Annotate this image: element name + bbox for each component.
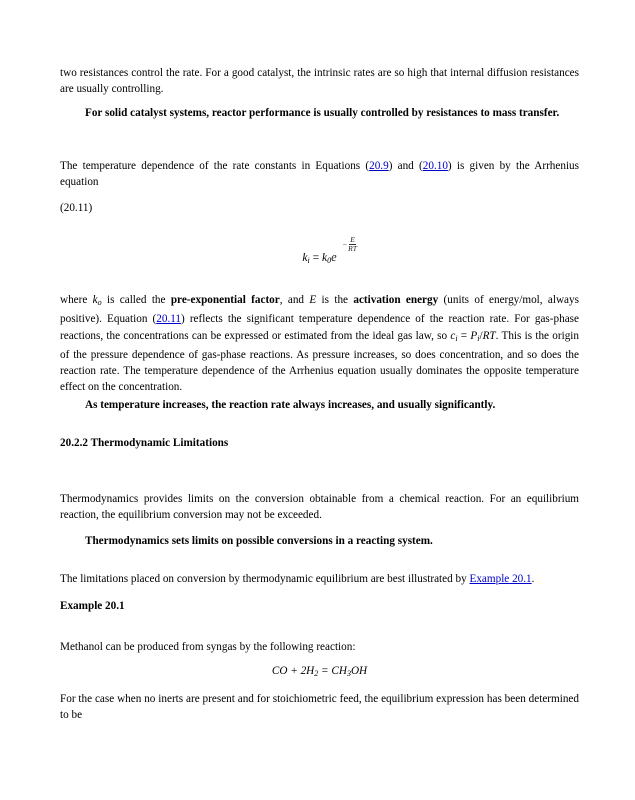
paragraph-thermodynamics: Thermodynamics provides limits on the conversion obtainable from a chemical reaction. For an equilibrium reaction, the equilibrium conversion may not be exceeded. bbox=[60, 493, 579, 521]
paragraph-temperature-dependence: The temperature dependence of the rate constants in Equations (20.9) and (20.10) is given by the Arrhenius equation bbox=[60, 160, 579, 188]
key-point-thermodynamics: Thermodynamics sets limits on possible conversions in a reacting system. bbox=[85, 535, 433, 547]
example-heading: Example 20.1 bbox=[60, 600, 125, 612]
key-point-mass-transfer: For solid catalyst systems, reactor performance is usually controlled by resistances to mass transfer. bbox=[85, 107, 560, 119]
equation-link-20-11[interactable]: 20.11 bbox=[156, 313, 182, 326]
methanol-reaction: CO + $2H_2 = CH_3OH$ bbox=[271, 665, 368, 678]
equation-number: (20.11) bbox=[60, 202, 93, 214]
arrhenius-equation: $k_i = k_0e$ − $\frac{E}{RT}$ bbox=[302, 235, 357, 265]
key-point-temperature: As temperature increases, the reaction rate always increases, and usually significantly. bbox=[85, 399, 496, 411]
equation-link-20-9[interactable]: 20.9 bbox=[369, 160, 389, 172]
paragraph-intro: two resistances control the rate. For a good catalyst, the intrinsic rates are so high that internal diffusion resistances are usually controlling. bbox=[60, 67, 579, 95]
paragraph-equilibrium: For the case when no inerts are present and for stoichiometric feed, the equilibrium expression has been determined to be bbox=[60, 693, 579, 721]
example-link[interactable]: Example 20.1 bbox=[469, 573, 532, 585]
equation-link-20-10[interactable]: 20.10 bbox=[422, 160, 448, 172]
paragraph-arrhenius-terms: where $k_o$ is called the pre-exponential factor, and E is the activation energy (units of energy/mol, always positive). Equation (20.11) reflects the significant temperature dependence of the reaction rate. For gas-phase reactions, the concentrations can be expressed or estimated from the ideal gas law, so $c_i = P_i/RT$. This is the origin of the pressure dependence of gas-phase reactions. As pressure increases, so does concentration, and so does the reaction rate. The temperature dependence of the Arrhenius equation usually dominates the opposite temperature effect on the concentration. bbox=[60, 294, 579, 394]
section-heading: 20.2.2 Thermodynamic Limitations bbox=[60, 437, 229, 449]
paragraph-methanol: Methanol can be produced from syngas by the following reaction: bbox=[60, 641, 356, 653]
paragraph-limitations: The limitations placed on conversion by thermodynamic equilibrium are best illustrated by Example 20.1. bbox=[60, 573, 535, 585]
